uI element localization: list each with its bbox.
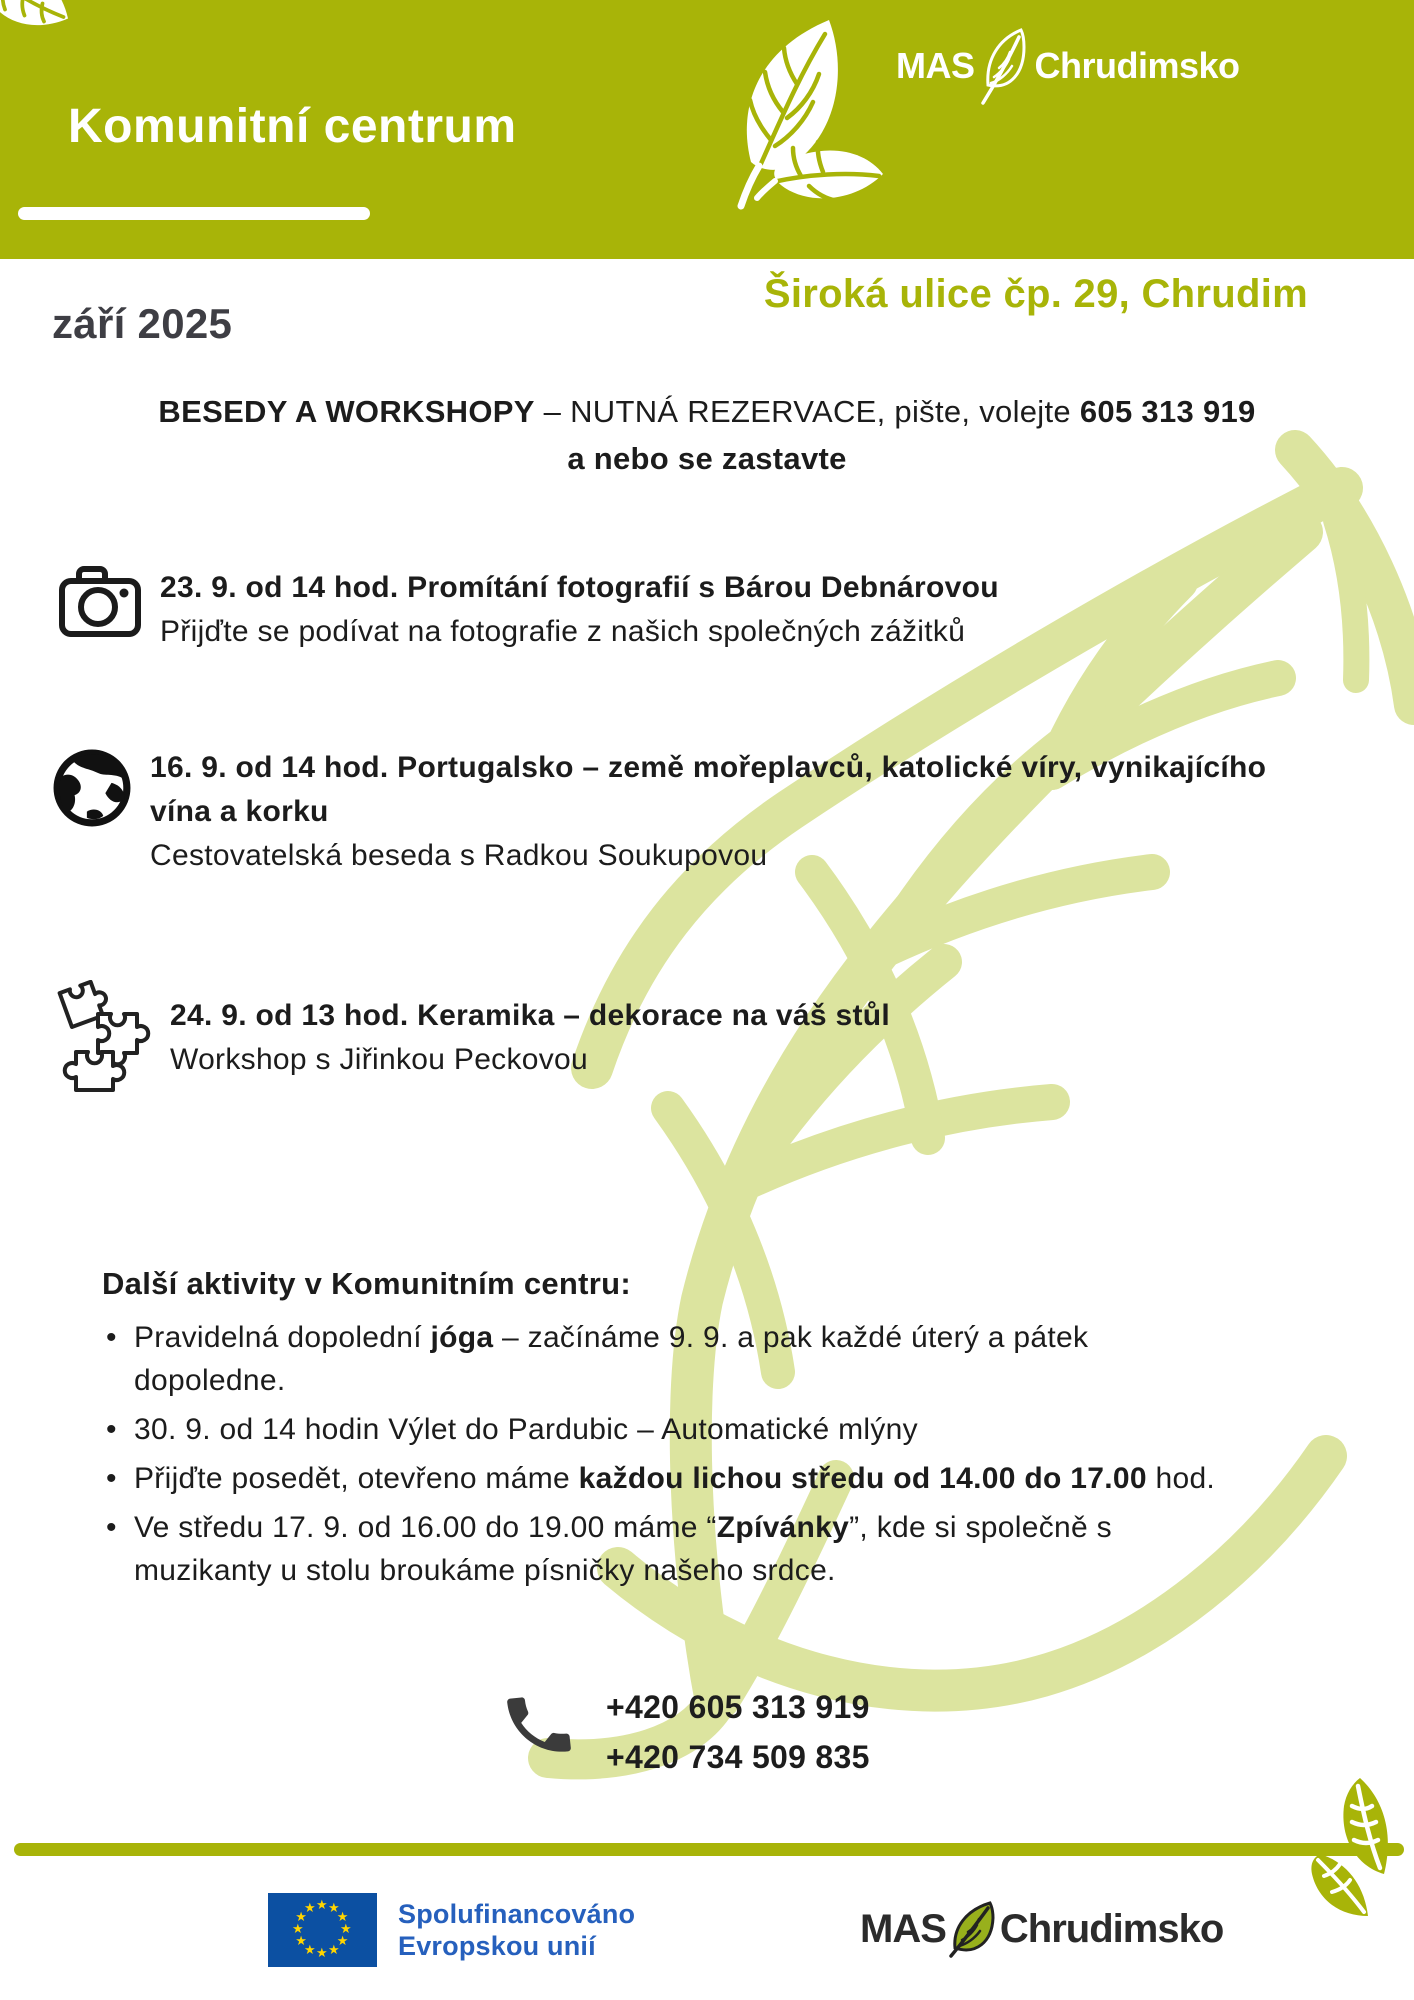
eu-cofunded-label bbox=[398, 1898, 635, 1962]
camera-icon bbox=[58, 564, 142, 640]
list-item: • Ve středu 17. 9. od 16.00 do 19.00 máme “Zpívánky”, kde si společně s muzikanty u stolu broukáme písničky našeho srdce. bbox=[102, 1506, 1217, 1592]
footer-mas-logo bbox=[860, 1898, 1223, 1960]
phone-number-1: +420 605 313 919 bbox=[606, 1689, 870, 1725]
footer-logo-mas-text: MAS bbox=[860, 1906, 946, 1951]
activities-heading: Další aktivity v Komunitním centru: bbox=[102, 1266, 631, 1301]
corner-leaf-icon bbox=[0, 0, 77, 65]
notice-line2: a nebo se zastavte bbox=[567, 441, 847, 476]
header-logo bbox=[896, 28, 1240, 104]
list-item: • Pravidelná dopolední jóga – začínáme 9. 9. a pak každé úterý a pátek dopoledne. bbox=[102, 1316, 1217, 1402]
event-subtitle: Workshop s Jiřinkou Peckovou bbox=[170, 1043, 589, 1076]
event-subtitle: Přijďte se podívat na fotografie z našich společných zážitků bbox=[160, 615, 966, 648]
event-2 bbox=[150, 746, 1300, 878]
address-label: Široká ulice čp. 29, Chrudim bbox=[763, 272, 1308, 316]
activities-section bbox=[102, 1266, 1217, 1598]
phone-icon bbox=[496, 1682, 582, 1768]
event-subtitle: Cestovatelská beseda s Radkou Soukupovou bbox=[150, 839, 768, 872]
header-leaves-icon bbox=[735, 14, 885, 214]
logo-mas-text: MAS bbox=[896, 45, 975, 86]
event-title: 23. 9. od 14 hod. Promítání fotografií s Bárou Debnárovou bbox=[160, 571, 999, 604]
list-item: • 30. 9. od 14 hodin Výlet do Pardubic – Automatické mlýny bbox=[102, 1408, 1217, 1451]
header-band bbox=[0, 0, 1414, 259]
phone-numbers bbox=[606, 1682, 870, 1782]
title-underline bbox=[18, 207, 370, 220]
globe-icon bbox=[52, 748, 132, 828]
logo-region-text: Chrudimsko bbox=[1034, 45, 1240, 86]
event-3 bbox=[170, 994, 1220, 1082]
logo-leaf-icon bbox=[979, 27, 1031, 105]
footer-logo-leaf-icon bbox=[948, 1900, 998, 1958]
month-label: září 2025 bbox=[52, 300, 233, 347]
phone-number-2: +420 734 509 835 bbox=[606, 1739, 870, 1775]
eu-cofunded-line1: Spolufinancováno bbox=[398, 1899, 636, 1929]
page-title: Komunitní centrum bbox=[68, 100, 517, 153]
event-title: 24. 9. od 13 hod. Keramika – dekorace na váš stůl bbox=[170, 999, 891, 1032]
puzzle-icon bbox=[56, 980, 152, 1094]
footer-logo-region-text: Chrudimsko bbox=[999, 1906, 1224, 1951]
eu-flag: ★ ★ ★ ★ ★ ★ ★ ★ ★ ★ ★ ★ bbox=[268, 1893, 377, 1967]
reservation-notice bbox=[0, 388, 1414, 482]
event-title: 16. 9. od 14 hod. Portugalsko – země mořeplavců, katolické víry, vynikajícího vína a korku bbox=[150, 751, 1267, 828]
event-1 bbox=[160, 566, 1210, 654]
sprig-leaves-icon bbox=[1302, 1776, 1414, 1926]
bottom-divider bbox=[14, 1843, 1404, 1856]
list-item: • Přijďte posedět, otevřeno máme každou lichou středu od 14.00 do 17.00 hod. bbox=[102, 1457, 1217, 1500]
notice-line1: BESEDY A WORKSHOPY – NUTNÁ REZERVACE, pište, volejte 605 313 919 bbox=[158, 394, 1256, 429]
activities-list bbox=[102, 1316, 1217, 1592]
eu-cofunded-line2: Evropskou unií bbox=[398, 1931, 596, 1961]
